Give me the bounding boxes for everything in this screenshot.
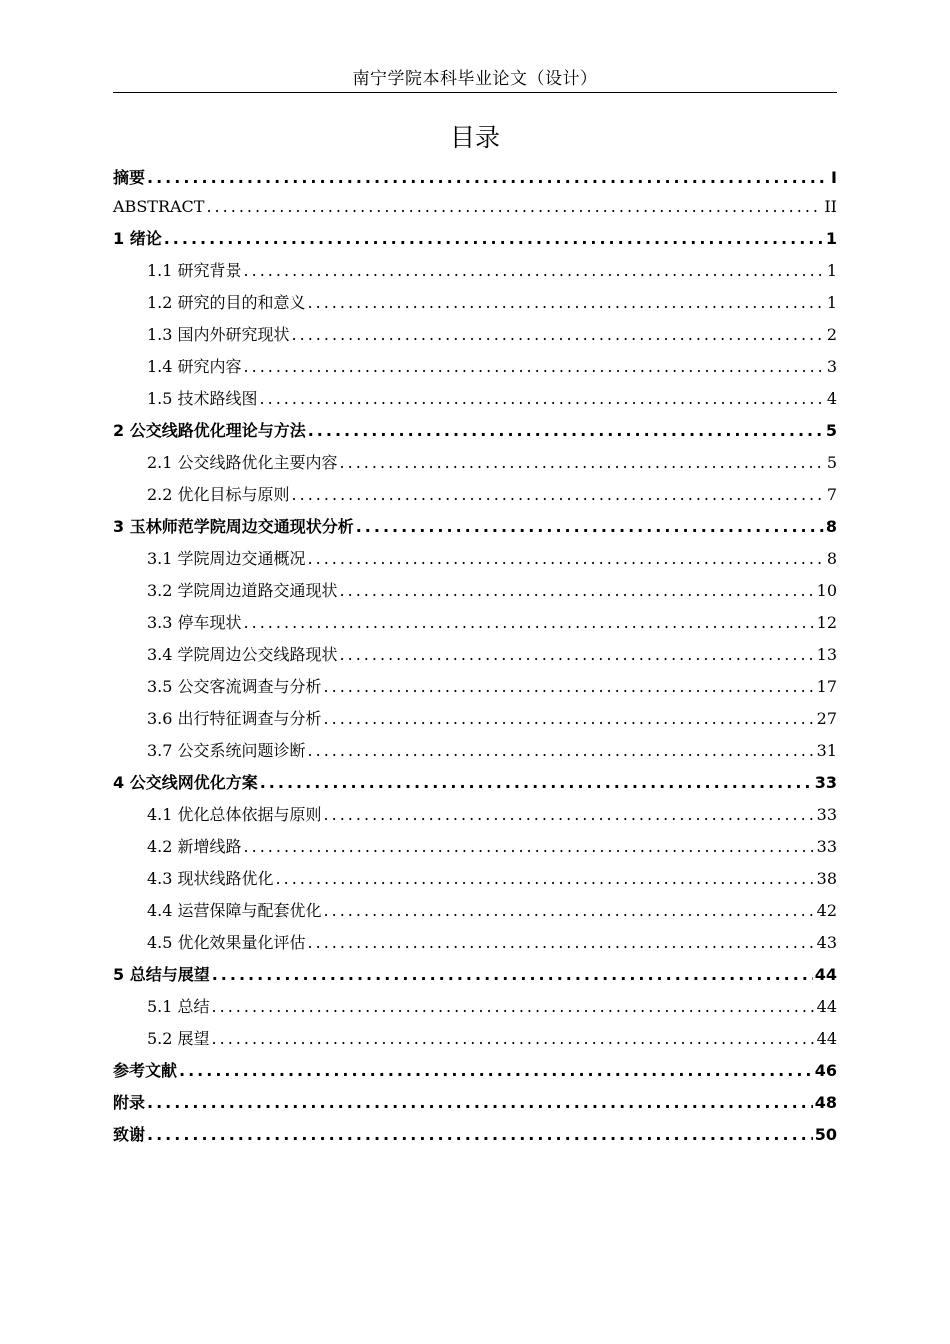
toc-entry-section[interactable] [113, 447, 837, 479]
toc-entry-chapter[interactable] [113, 1087, 837, 1119]
toc-entry-page: 1 [826, 261, 837, 280]
toc-entry-chapter[interactable] [113, 415, 837, 447]
toc-entry-section[interactable] [113, 799, 837, 831]
toc-entry-page: 5 [825, 421, 837, 440]
toc-entry-chapter[interactable] [113, 511, 837, 543]
toc-entry-title: 1 绪论 [113, 229, 162, 248]
toc-entry-title: 3.6 出行特征调查与分析 [147, 709, 322, 728]
toc-entry-section[interactable] [113, 543, 837, 575]
toc-entry-title: 5 总结与展望 [113, 965, 210, 984]
toc-entry-page: 8 [826, 549, 837, 568]
toc-dot-leader [212, 1023, 815, 1055]
toc-entry-page: 5 [826, 453, 837, 472]
toc-dot-leader [260, 767, 813, 799]
toc-entry-page: 50 [814, 1125, 837, 1144]
toc-entry-page: 7 [826, 485, 837, 504]
toc-entry-title: 2.1 公交线路优化主要内容 [147, 453, 338, 472]
toc-entry-title: 4.1 优化总体依据与原则 [147, 805, 322, 824]
toc-entry-page: 10 [816, 581, 837, 600]
toc-entry-page: 33 [816, 805, 837, 824]
toc-dot-leader [212, 991, 815, 1023]
toc-entry-section[interactable] [113, 1023, 837, 1055]
toc-entry-title: 3.3 停车现状 [147, 613, 242, 632]
toc-entry-title: 1.2 研究的目的和意义 [147, 293, 306, 312]
toc-entry-title: 4.3 现状线路优化 [147, 869, 274, 888]
toc-entry-page: II [824, 197, 837, 216]
toc-entry-title: 摘要 [113, 168, 146, 187]
toc-entry-section[interactable] [113, 287, 837, 319]
toc-entry-page: 42 [816, 901, 837, 920]
toc-entry-title: 1.3 国内外研究现状 [147, 325, 290, 344]
toc-dot-leader [308, 543, 825, 575]
toc-entry-page: 38 [816, 869, 837, 888]
toc-title: 目录 [449, 123, 500, 152]
toc-dot-leader [244, 351, 825, 383]
toc-entry-title: 2.2 优化目标与原则 [147, 485, 290, 504]
toc-entry-title: 1.4 研究内容 [147, 357, 242, 376]
toc-entry-section[interactable] [113, 927, 837, 959]
toc-dot-leader [308, 287, 825, 319]
toc-entry-title: 5.2 展望 [147, 1029, 210, 1048]
toc-entry-section[interactable] [113, 575, 837, 607]
toc-entry-title: 参考文献 [113, 1061, 178, 1080]
toc-dot-leader [308, 415, 824, 447]
toc-dot-leader [292, 319, 825, 351]
toc-dot-leader [206, 191, 822, 223]
toc-entry-title: 4.4 运营保障与配套优化 [147, 901, 322, 920]
toc-entry-section[interactable] [113, 607, 837, 639]
toc-entry-section[interactable] [113, 831, 837, 863]
toc-entry-page: 4 [826, 389, 837, 408]
toc-entry-section[interactable] [113, 319, 837, 351]
toc-entry-title: 3.7 公交系统问题诊断 [147, 741, 306, 760]
toc-entry-page: 44 [814, 965, 837, 984]
toc-entry-chapter[interactable] [113, 164, 837, 191]
toc-entry-title: 3.4 学院周边公交线路现状 [147, 645, 338, 664]
toc-entry-title: 3.2 学院周边道路交通现状 [147, 581, 338, 600]
toc-entry-chapter[interactable] [113, 1119, 837, 1151]
toc-dot-leader [324, 671, 815, 703]
toc-dot-leader [147, 164, 829, 191]
toc-entry-title: 3.1 学院周边交通概况 [147, 549, 306, 568]
toc-entry-title: 3.5 公交客流调查与分析 [147, 677, 322, 696]
toc-dot-leader [324, 703, 815, 735]
toc-dot-leader [244, 831, 815, 863]
toc-dot-leader [147, 1119, 813, 1151]
toc-dot-leader [340, 639, 815, 671]
toc-entry-page: 3 [826, 357, 837, 376]
toc-entry-page: 27 [816, 709, 837, 728]
toc-dot-leader [308, 735, 815, 767]
toc-dot-leader [244, 255, 825, 287]
toc-entry-page: 8 [825, 517, 837, 536]
toc-entry-page: I [831, 168, 837, 187]
toc-dot-leader [244, 607, 815, 639]
toc-entry-page: 1 [825, 229, 837, 248]
toc-dot-leader [308, 927, 815, 959]
toc-entry-section[interactable] [113, 639, 837, 671]
toc-dot-leader [292, 479, 825, 511]
toc-entry-page: 17 [816, 677, 837, 696]
toc-entry-title: 4 公交线网优化方案 [113, 773, 258, 792]
toc-entry-page: 44 [816, 997, 837, 1016]
toc-entry-section[interactable] [113, 703, 837, 735]
toc-entry-title: 致谢 [113, 1125, 146, 1144]
toc-entry-title: 1.5 技术路线图 [147, 389, 258, 408]
page-header: 南宁学院本科毕业论文（设计） [113, 66, 837, 93]
toc-dot-leader [276, 863, 815, 895]
toc-entry-title: 1.1 研究背景 [147, 261, 242, 280]
toc-entry-page: 44 [816, 1029, 837, 1048]
toc-entry-page: 33 [816, 837, 837, 856]
toc-dot-leader [164, 223, 824, 255]
toc-entry-page: 31 [816, 741, 837, 760]
toc-dot-leader [324, 895, 815, 927]
toc-entry-section[interactable] [113, 991, 837, 1023]
table-of-contents [113, 164, 837, 1151]
toc-entry-title: 3 玉林师范学院周边交通现状分析 [113, 517, 354, 536]
toc-entry-title: ABSTRACT [113, 197, 205, 216]
toc-entry-section[interactable] [113, 479, 837, 511]
toc-entry-title: 2 公交线路优化理论与方法 [113, 421, 306, 440]
toc-entry-section[interactable] [113, 863, 837, 895]
toc-entry-title: 5.1 总结 [147, 997, 210, 1016]
toc-entry-page: 13 [816, 645, 837, 664]
toc-entry-title: 附录 [113, 1093, 146, 1112]
toc-entry-chapter[interactable] [113, 1055, 837, 1087]
toc-dot-leader [340, 447, 825, 479]
toc-dot-leader [324, 799, 815, 831]
toc-entry-chapter[interactable] [113, 223, 837, 255]
toc-entry-section[interactable] [113, 671, 837, 703]
toc-entry-title: 4.2 新增线路 [147, 837, 242, 856]
toc-dot-leader [340, 575, 815, 607]
toc-entry-chapter[interactable] [113, 191, 837, 223]
toc-entry-page: 2 [826, 325, 837, 344]
toc-entry-title: 4.5 优化效果量化评估 [147, 933, 306, 952]
toc-entry-page: 46 [814, 1061, 837, 1080]
toc-dot-leader [356, 511, 824, 543]
toc-entry-page: 1 [826, 293, 837, 312]
toc-entry-section[interactable] [113, 351, 837, 383]
toc-dot-leader [260, 383, 825, 415]
toc-entry-section[interactable] [113, 383, 837, 415]
toc-entry-chapter[interactable] [113, 767, 837, 799]
toc-entry-section[interactable] [113, 255, 837, 287]
toc-entry-section[interactable] [113, 895, 837, 927]
toc-entry-section[interactable] [113, 735, 837, 767]
toc-dot-leader [147, 1087, 813, 1119]
toc-entry-page: 48 [814, 1093, 837, 1112]
toc-entry-page: 43 [816, 933, 837, 952]
toc-entry-page: 33 [814, 773, 837, 792]
toc-dot-leader [179, 1055, 813, 1087]
toc-dot-leader [212, 959, 813, 991]
toc-entry-chapter[interactable] [113, 959, 837, 991]
toc-entry-page: 12 [816, 613, 837, 632]
